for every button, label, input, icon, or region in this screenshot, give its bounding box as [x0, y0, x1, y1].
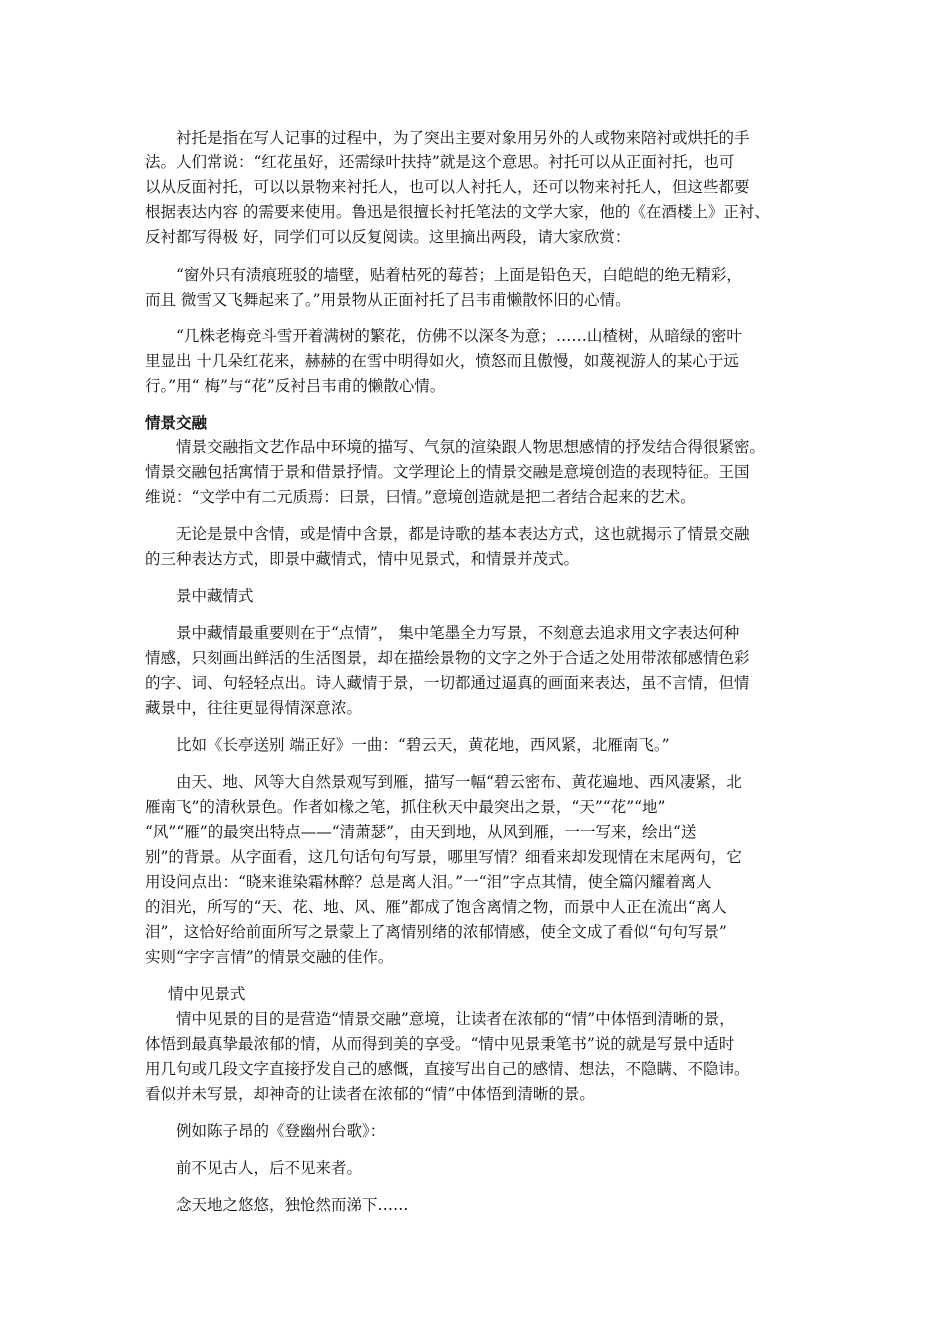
paragraph-line: “风”“雁”的最突出特点——“清萧瑟”，由天到地，从风到雁，一一写来，绘出“送 [145, 823, 697, 841]
paragraph-line: 的泪光，所写的“天、花、地、风、雁”都成了饱含离情之物，而景中人正在流出“离人 [145, 898, 727, 916]
paragraph-line: 情中见景的目的是营造“情景交融”意境，让读者在浓郁的“情”中体悟到清晰的景， [176, 1010, 735, 1028]
quote-line: 行。”用“ 梅”与“花”反衬吕韦甫的懒散心情。 [145, 377, 446, 395]
paragraph-line: 衬托是指在写人记事的过程中，为了突出主要对象用另外的人或物来陪衬或烘托的手 [176, 129, 750, 147]
paragraph-line: 反衬都写得极 好，同学们可以反复阅读。这里摘出两段，请大家欣赏： [145, 228, 631, 246]
paragraph-line: 用几句或几段文字直接抒发自己的感慨，直接写出自己的感情、想法，不隐瞒、不隐讳。 [145, 1060, 750, 1078]
paragraph-line: 情景交融指文艺作品中环境的描写、气氛的渲染跟人物思想感情的抒发结合得很紧密。 [176, 438, 766, 456]
paragraph-line: 维说：“文学中有二元质焉：曰景，曰情。”意境创造就是把二者结合起来的艺术。 [145, 488, 696, 506]
paragraph-line: 别”的背景。从字面看，这几句话句句写景，哪里写情？细看来却发现情在末尾两句，它 [145, 848, 742, 866]
paragraph-line: 比如《长亭送别 端正好》一曲：“碧云天，黄花地，西风紧，北雁南飞。” [176, 736, 670, 754]
paragraph-line: 雁南飞”的清秋景色。作者如椽之笔，抓住秋天中最突出之景，“天”“花”“地” [145, 798, 666, 816]
paragraph-line: 的字、词、句轻轻点出。诗人藏情于景，一切都通过逼真的画面来表达，虽不言情，但情 [145, 674, 750, 692]
paragraph-line: 藏景中，往往更显得情深意浓。 [145, 699, 363, 717]
paragraph-line: 用设问点出：“晓来谁染霜林醉？总是离人泪。”一“泪”字点其情，使全篇闪耀着离人 [145, 873, 712, 891]
paragraph-line: 根据表达内容 的需要来使用。鲁迅是很擅长衬托笔法的文学大家，他的《在酒楼上》正衬、 [145, 203, 770, 221]
subheading: 景中藏情式 [176, 587, 254, 605]
quote-line: “几株老梅竞斗雪开着满树的繁花，仿佛不以深冬为意；……山楂树，从暗绿的密叶 [176, 327, 742, 345]
paragraph-line: 看似并未写景，却神奇的让读者在浓郁的“情”中体悟到清晰的景。 [145, 1085, 595, 1103]
quote-line: 里显出 十几朵红花来，赫赫的在雪中明得如火，愤怒而且傲慢，如蔑视游人的某心于远 [145, 352, 739, 370]
paragraph-line: 实则“字字言情”的情景交融的佳作。 [145, 948, 394, 966]
paragraph-line: 泪”，这恰好给前面所写之景蒙上了离情别绪的浓郁情感，使全文成了看似“句句写景” [145, 923, 727, 941]
section-heading: 情景交融 [145, 413, 208, 432]
poem-line: 前不见古人，后不见来者。 [176, 1159, 363, 1177]
subheading: 情中见景式 [168, 985, 246, 1003]
paragraph-line: 法。人们常说：“红花虽好，还需绿叶扶持”就是这个意思。衬托可以从正面衬托，也可 [145, 153, 735, 171]
paragraph-line: 体悟到最真挚最浓郁的情，从而得到美的享受。“情中见景秉笔书”说的就是写景中适时 [145, 1035, 735, 1053]
poem-line: 念天地之悠悠，独怆然而涕下…… [176, 1196, 409, 1214]
paragraph-line: 例如陈子昂的《登幽州台歌》： [176, 1122, 386, 1140]
paragraph-line: 情感，只刻画出鲜活的生活图景，却在描绘景物的文字之外于合适之处用带浓郁感情色彩 [145, 649, 750, 667]
quote-line: 而且 微雪又飞舞起来了。”用景物从正面衬托了吕韦甫懒散怀旧的心情。 [145, 291, 631, 309]
paragraph-line: 的三种表达方式，即景中藏情式，情中见景式，和情景并茂式。 [145, 550, 580, 568]
quote-line: “窗外只有渍痕班驳的墙壁，贴着枯死的莓苔；上面是铅色天，白皑皑的绝无精彩， [176, 266, 742, 284]
paragraph-line: 由天、地、风等大自然景观写到雁，描写一幅“碧云密布、黄花遍地、西风凄紧，北 [176, 773, 742, 791]
paragraph-line: 景中藏情最重要则在于“点情”， 集中笔墨全力写景，不刻意去追求用文字表达何种 [176, 624, 740, 642]
paragraph-line: 无论是景中含情，或是情中含景，都是诗歌的基本表达方式，这也就揭示了情景交融 [176, 525, 750, 543]
paragraph-line: 以从反面衬托，可以以景物来衬托人，也可以人衬托人，还可以物来衬托人，但这些都要 [145, 178, 750, 196]
paragraph-line: 情景交融包括寓情于景和借景抒情。文学理论上的情景交融是意境创造的表现特征。王国 [145, 463, 750, 481]
